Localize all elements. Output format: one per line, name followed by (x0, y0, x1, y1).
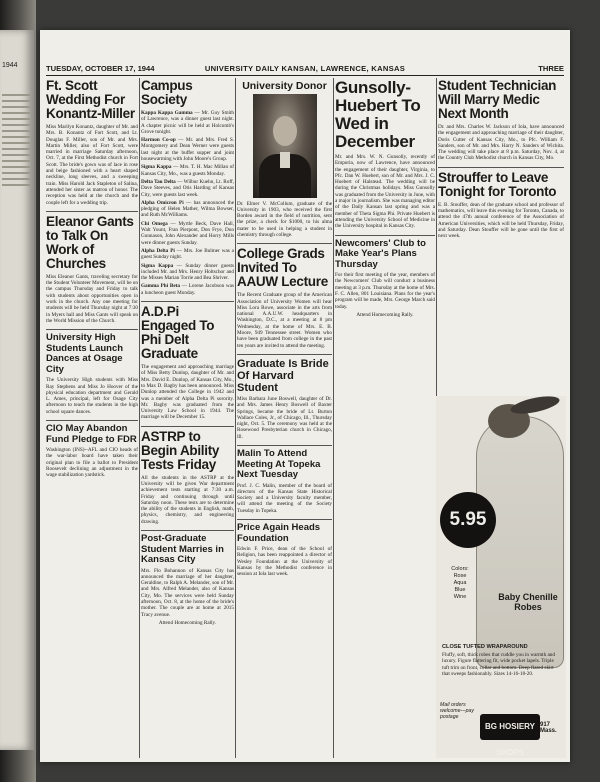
article-body: The engagement and approaching marriage of Miss Betty Dunlop, daughter of Mr. and Mrs. David E. Dunlop, of Kansas City, Mo., to Max D. Bagby has been announced. Miss Dunlop attended the College in 1942 and was a member of Alpha Delta Pi sorority. Mr. Bagby was graduated from the University Law School in 1944. The marriage will be December 15. (141, 364, 234, 421)
headline: University High Students Launch Dances at Osage City (46, 332, 124, 375)
filler-line: Attend Homecoming Rally. (356, 311, 414, 318)
article-body: Miss Eleanor Gants, traveling secretary for the Student Volunteer Movement, will be on the campus Thursday and Friday to talk with students about opportunities open in work in the church. Any one meeting for students will be held Thursday night at 7:30 in Myers hall and Miss Gants will speak on the World Mission of the Church. (46, 273, 138, 324)
previous-page-edge (0, 30, 34, 750)
article-student-technician (438, 79, 564, 168)
article-konantz-miller (46, 79, 138, 212)
article-body: Miss Marilyn Konantz, daughter of Mr. and Mrs. B. Konantz of Fort Scott, and Lt. Douglas F. Miller, son of Mr. and Mrs. Martin Miller, also of Fort Scott, were married in marriage Saturday afternoon, Oct. 7, at the First Methodist church in Fort Scott. The bride's gown was of lace in rose and beige fashioned with a heart shaped neckline, long sleeves, and a sweeping train. Miss Harold Jack Stapleton of Salina, attended her sister as matron of honor. The reception was held at the church and the couple left for a wedding trip. (46, 124, 138, 206)
price-badge: 5.95 (440, 492, 496, 548)
article-body: Dr. and Mrs. Charles W. Jackson of Iola, have announced the engagement and approaching marriage of their daughter, Doris Cutter of Kansas City, Mo., to Pfc. William F. Sanders, son of Mr. and Mrs. Harry N. Sanders of Wichita. The wedding will take place at 8 p.m. Saturday, Nov. 4, at the Country Club Methodist church in Kansas City, Mo. (438, 124, 564, 162)
society-item: Harmon Co-op — Mr. and Mrs. Fred S. Montgomery and Dean Werner were guests last night at the buffet supper and joint housewarming with John Moore's Group. (141, 137, 234, 163)
masthead-paper-name: UNIVERSITY DAILY KANSAN, LAWRENCE, KANSAS (204, 64, 406, 73)
column-rule (235, 78, 236, 758)
society-item: Delta Tau Delta — Wilbur Kuehn, Lt. Roff, Dave Steeves, and Otis Harding of Kansas City, were guests last week. (141, 178, 234, 198)
society-item: Alpha Omicron Pi — has announced the pledging of Helen Mather, Wilma Bowser, and Ruth McWilliams. (141, 199, 234, 219)
headline: Graduate Is Bride Of Harvard Student (237, 357, 329, 394)
society-item: Kappa Kappa Gamma — Mr. Guy Smith of Lawrence, was a dinner guest last night. A chapter picnic will be held at Holcomb's Grove tonight. (141, 110, 234, 135)
article-post-graduate (141, 534, 234, 626)
previous-page-text-lines (2, 90, 30, 190)
society-item: Gamma Phi Beta — Lorene Jacobson was a luncheon guest Monday. (141, 283, 234, 296)
article-harvard-bride (237, 358, 332, 446)
article-malin-meeting (237, 449, 332, 520)
column-3 (237, 78, 332, 762)
photo-caption: Dr. Elmer V. McCollum, graduate of the University in 1903, who received the first Borden award in the field of nutrition, sent the prize, a check for $1000, to his alma mater to be used in helping a student in chemistry through college. (237, 200, 332, 238)
article-body: E. B. Stouffer, dean of the graduate school and professor of mathematics, will leave this evening for Toronto, Canada, to attend the 47th annual conference of the Association of American Universities, which will be held Thursday, Friday, and Saturday. Dean Stouffer will be gone until the first of next week. (438, 201, 564, 240)
article-price-foundation (237, 523, 332, 577)
headline: Malin To Attend Meeting At Topeka Next Tuesday (237, 448, 321, 481)
masthead-page-number: THREE (538, 64, 564, 73)
article-body: The University High students with Miss Ray Stephens and Miss Jo Hoover of the physical education department and Gerald L. Ames, principal, left for Osage City afternoon to teach the students in the high school square dances. (46, 377, 138, 415)
ad-title: Baby Chenille Robes (498, 592, 558, 612)
headline: College Grads Invited To AAUW Lecture (237, 246, 328, 290)
article-body: Miss Barbara June Boswell, daughter of Dr. and Mrs. James Henry Boswell of Baxter Springs, became the bride of Lt. Burton Wallace Coles, Jr., of Chicago, Ill., Thursday night, Oct. 5. The ceremony was held at the Rosewood Presbyterian church in Chicago, Ill. (237, 395, 332, 440)
article-body: Mrs. Flo Bohannon of Kansas City has announced the marriage of her daughter, Geraldine, to Ralph A. Melander, son of Mr. and Mrs. Alfred Melander, also of Kansas City, Mo. The services were held Sunday afternoon, Oct. 8, at the home of the bride's mother. The couple are at home at 2015 Tracy avenue. (141, 567, 234, 618)
article-newcomers-club (335, 239, 435, 319)
masthead (46, 64, 564, 76)
column-1 (46, 78, 138, 762)
article-body: All the students in the ASTRP at the University will be given War department achievement tests starting at 7:30 a.m. Friday and continuing through until Saturday noon. These tests are to determine the ability of the students in English, math, physics, chemistry, and engineering drawing. (141, 474, 234, 525)
column-rule (139, 78, 140, 758)
mail-order-note: Mail orders welcome---pay postage (440, 702, 475, 720)
headline: Price Again Heads Foundation (237, 522, 321, 544)
article-university-high (46, 333, 138, 421)
ad-subhead: CLOSE TUFTED WRAPAROUND (442, 644, 528, 650)
color-options: Colors: Rose Aqua Blue Wine (451, 566, 469, 600)
headline: Campus Society (141, 78, 193, 107)
column-4 (335, 78, 435, 762)
article-body: For their first meeting of the year, members of the Newcomers' Club will conduct a business meeting at 3 p.m. Thursday at the home of Mrs. F. C. Allen, 801 Louisiana. Plans for the year's program will be made, Mrs. George March said today. (335, 272, 435, 310)
store-address: 917 Mass. (540, 722, 557, 734)
headline: Post-Graduate Student Marries in Kansas City (141, 533, 224, 566)
article-university-donor (237, 81, 332, 244)
headline: Student Technician Will Marry Medic Next Month (438, 78, 557, 121)
article-gunsolly-huebert (335, 79, 435, 236)
column-rule (333, 78, 334, 758)
headline: Eleanor Gants to Talk On Work of Churches (46, 213, 134, 271)
newspaper-page (40, 30, 570, 762)
article-aauw-lecture (237, 247, 332, 355)
society-item: Sigma Kappa — Sunday dinner guests included Mr. and Mrs. Henry Holtschor and the Misses Marian Torrie and Bea Shriver. (141, 262, 234, 282)
article-campus-society (141, 79, 234, 302)
article-astrp-tests (141, 430, 234, 531)
article-body: Prof. J. C. Malin, member of the board of directors of the Kansas State Historical Society and a University faculty member, will attend the meeting of the Society Tuesday in Topeka. (237, 482, 332, 514)
article-cio (46, 424, 138, 478)
headline: University Donor (242, 80, 327, 92)
headline: CIO May Abandon Fund Pledge to FDR (46, 423, 137, 445)
society-item: Chi Omega — Myrtle Beck, Dave Hall, Walt Yount, Fran Pierpont, Don Frye, Don Gunnason, John Alexander and Horry Mills were dinner guests Sunday. (141, 220, 234, 246)
robe-advertisement (436, 396, 566, 758)
article-body: Mr. and Mrs. W. N. Gunsolly, recently of Emporia, now of Lawrence, have announced the engagement of their daughter, Virginia, to Pfc. Dan W. Huebert, son of Mr. and Mrs. J. C. Huebert of Halstead. The wedding will be during the Christmas holidays. Miss Gunsolly was graduated from the University in June, with a major in journalism. She was managing editor of the Daily Kansan last spring and was a member of Theta Sigma Phi. Private Huebert is attending the University School of Medicine in the University hospital in Kansas City. (335, 154, 435, 230)
filler-line: Attend Homecoming Rally. (158, 619, 217, 626)
article-stouffer-toronto (438, 171, 564, 240)
society-item: Sigma Kappa — Mrs. T. H. Mac Millan of Kansas City, Mo., was a guests Monday. (141, 164, 234, 177)
portrait-photo (253, 94, 317, 198)
article-eleanor-gants (46, 215, 138, 330)
headline: A.D.Pi Engaged To Phi Delt Graduate (141, 304, 215, 362)
headline: Ft. Scott Wedding For Konantz-Miller (46, 78, 135, 121)
ad-description: Fluffy, soft, thick robes that cuddle you in warmth and luxury. Figure flattering fit, wide pocket lapels. Triple tuft trim on front, collar and bottom. Deep flared skirt that sweeps fashionably. Sizes 14-16-18-20. (442, 652, 555, 677)
previous-page-date-fragment: 1944 (2, 62, 18, 69)
hat-illustration (509, 393, 561, 417)
headline: Gunsolly-Huebert To Wed in December (335, 78, 421, 151)
woman-in-robe-illustration (476, 416, 564, 668)
headline: Strouffer to Leave Tonight for Toronto (438, 169, 557, 199)
article-body: Washington (INS)--AFL and CIO heads of the war-labor board have taken their original plan to file a ballot to President Roosevelt declining an adjustment in the wage stabilization yardstick. (46, 447, 138, 479)
article-adpi-engaged (141, 305, 234, 427)
article-body: Edwin F. Price, dean of the School of Religion, has been reappointed a director of Wesley Foundation at the University of Kansas by the Methodist conference in session at Iola last week. (237, 546, 332, 578)
society-item: Alpha Delta Pi — Mrs. Joe Bulmer was a guest Sunday night. (141, 247, 234, 261)
headline: Newcomers' Club to Make Year's Plans Thursday (335, 237, 426, 270)
article-body: The Recent Graduate group of the American Association of University Women will hear Miss Lora Rowe, associate in the arts from national A.A.U.W. headquarters in Washington, D.C., at a meeting at 8 pm Wednesday, at the home of Mrs. E. B. Moore, 949 Tennessee street. Women who have been graduated from college in the past ten years are invited to attend the meeting. (237, 292, 332, 349)
column-2 (141, 78, 234, 762)
masthead-date: TUESDAY, OCTOBER 17, 1944 (46, 64, 155, 73)
store-logo: BG HOSIERY SHOPS (480, 714, 540, 740)
headline: ASTRP to Begin Ability Tests Friday (141, 428, 220, 472)
